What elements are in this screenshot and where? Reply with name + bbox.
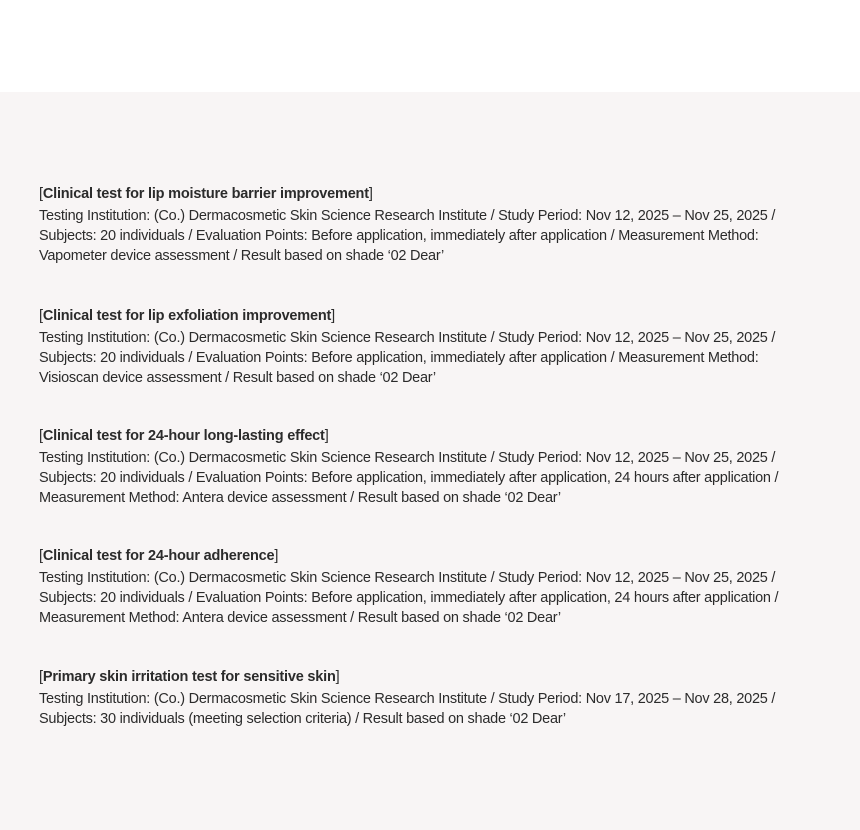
page-header-area: [0, 0, 860, 92]
test-detail-line: Testing Institution: (Co.) Dermacosmetic Skin Science Research Institute / Study Period: Nov 12, 2025 – Nov 25, 2025 /: [39, 330, 776, 346]
test-detail-line: Measurement Method: Antera device assessment / Result based on shade ‘02 Dear’: [39, 490, 561, 506]
test-title: [Clinical test for lip moisture barrier improvement]: [39, 186, 373, 202]
clinical-results-section: [0, 92, 860, 830]
clinical-test-block: [39, 426, 839, 508]
test-detail-line: Testing Institution: (Co.) Dermacosmetic Skin Science Research Institute / Study Period: Nov 12, 2025 – Nov 25, 2025 /: [39, 570, 776, 586]
test-detail-line: Testing Institution: (Co.) Dermacosmetic Skin Science Research Institute / Study Period: Nov 12, 2025 – Nov 25, 2025 /: [39, 450, 776, 466]
test-detail-line: Visioscan device assessment / Result based on shade ‘02 Dear’: [39, 370, 436, 386]
test-title: [Clinical test for 24-hour long-lasting effect]: [39, 428, 329, 444]
test-detail-line: Vapometer device assessment / Result based on shade ‘02 Dear’: [39, 248, 444, 264]
test-title: [Clinical test for lip exfoliation improvement]: [39, 308, 335, 324]
clinical-test-block: [39, 184, 839, 266]
clinical-test-block: [39, 667, 839, 729]
test-detail-line: Subjects: 20 individuals / Evaluation Points: Before application, immediately after application / Measurement Method:: [39, 228, 759, 244]
test-detail-line: Testing Institution: (Co.) Dermacosmetic Skin Science Research Institute / Study Period: Nov 12, 2025 – Nov 25, 2025 /: [39, 208, 776, 224]
test-detail-line: Subjects: 20 individuals / Evaluation Points: Before application, immediately after application / Measurement Method:: [39, 350, 759, 366]
clinical-test-block: [39, 546, 839, 628]
test-title: [Primary skin irritation test for sensitive skin]: [39, 669, 340, 685]
test-detail-line: Subjects: 20 individuals / Evaluation Points: Before application, immediately after application, 24 hours after application /: [39, 590, 779, 606]
clinical-test-block: [39, 306, 839, 388]
test-detail-line: Testing Institution: (Co.) Dermacosmetic Skin Science Research Institute / Study Period: Nov 17, 2025 – Nov 28, 2025 /: [39, 691, 776, 707]
test-detail-line: Measurement Method: Antera device assessment / Result based on shade ‘02 Dear’: [39, 610, 561, 626]
test-detail-line: Subjects: 20 individuals / Evaluation Points: Before application, immediately after application, 24 hours after application /: [39, 470, 779, 486]
test-detail-line: Subjects: 30 individuals (meeting selection criteria) / Result based on shade ‘02 Dear’: [39, 711, 566, 727]
test-title: [Clinical test for 24-hour adherence]: [39, 548, 279, 564]
